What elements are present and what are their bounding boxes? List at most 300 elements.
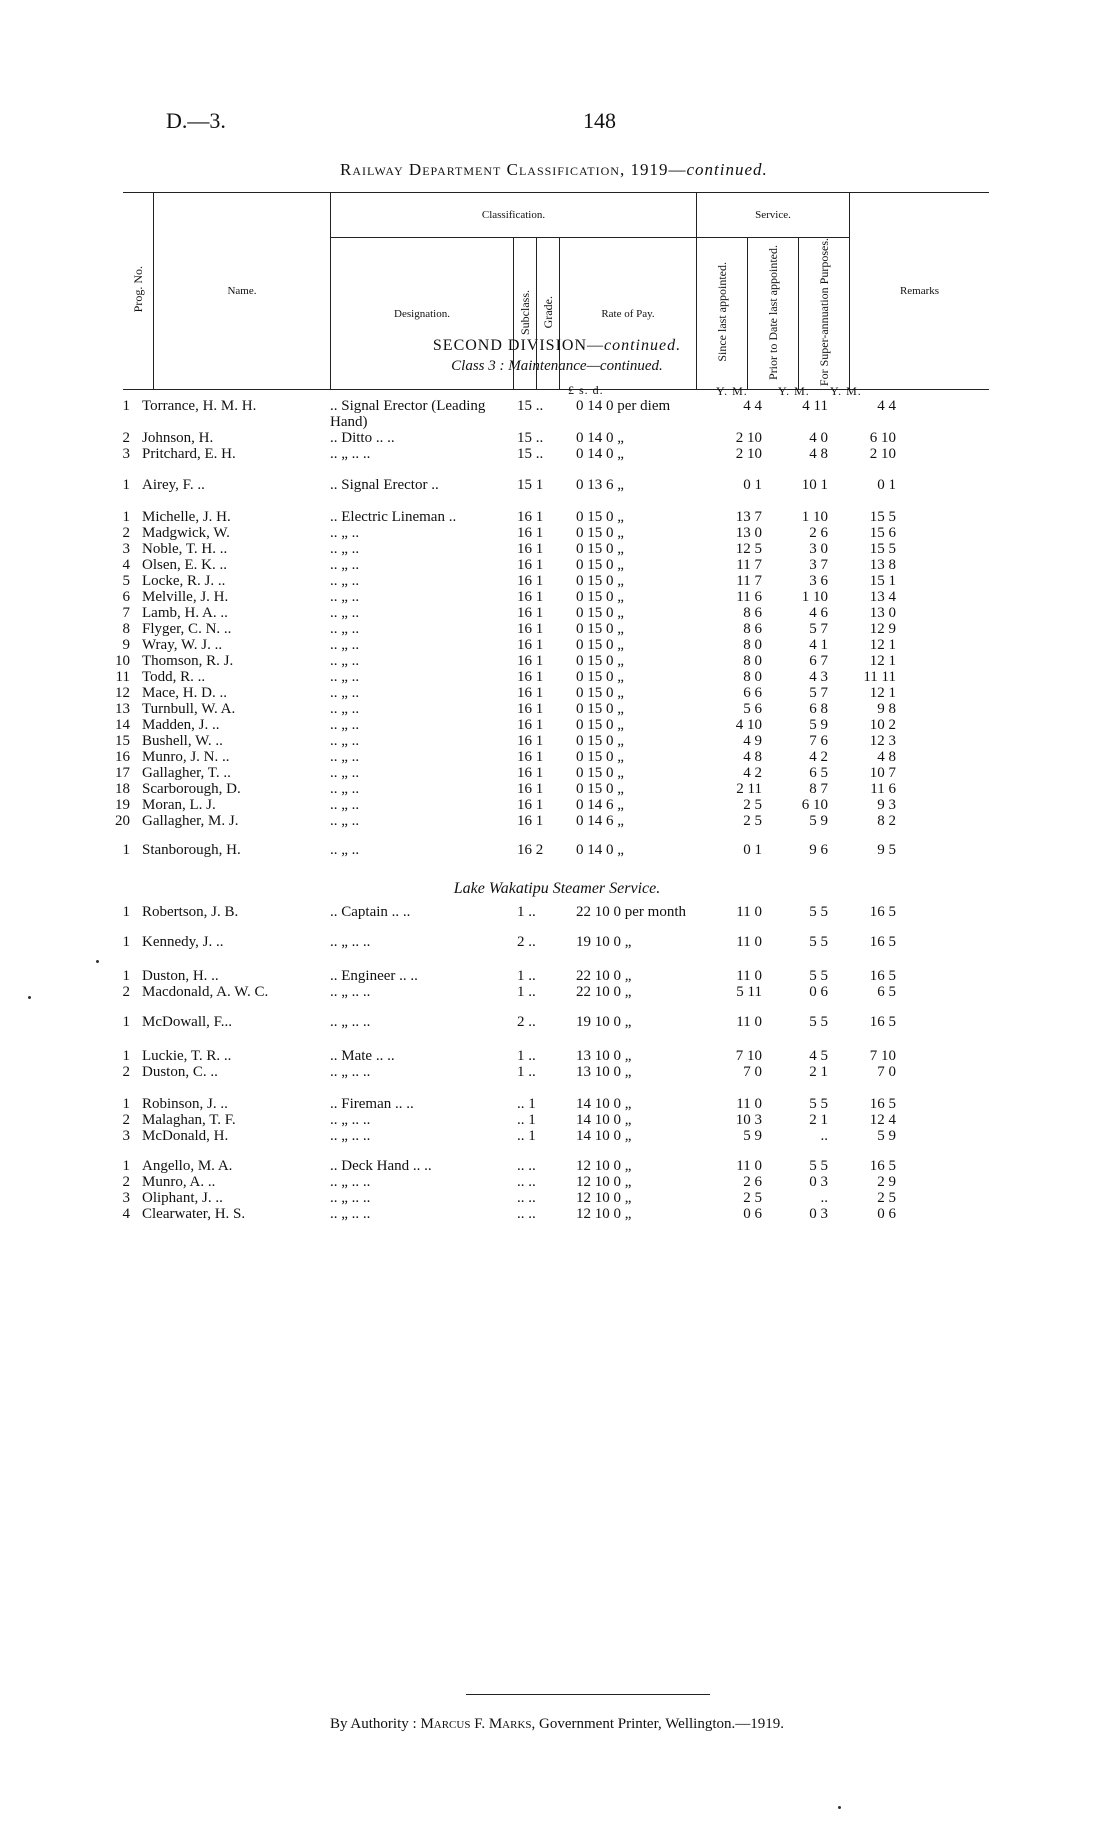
header-remarks: Remarks bbox=[850, 193, 990, 390]
table-row bbox=[0, 797, 1114, 814]
cell-no: 1 bbox=[122, 477, 130, 493]
cell-sub: 16 1 bbox=[517, 541, 544, 557]
cell-desig: .. Signal Erector .. bbox=[330, 477, 439, 493]
cell-sub: 1 .. bbox=[517, 1048, 536, 1064]
cell-no: 17 bbox=[115, 765, 130, 781]
cell-s1: 11 7 bbox=[736, 557, 762, 573]
cell-desig: .. Engineer .. .. bbox=[330, 968, 418, 984]
cell-s3: 5 9 bbox=[877, 1128, 896, 1144]
cell-pay: 14 10 0 „ bbox=[576, 1128, 632, 1144]
cell-s2: 4 0 bbox=[809, 430, 828, 446]
table-row bbox=[0, 637, 1114, 654]
cell-no: 2 bbox=[122, 525, 130, 541]
cell-no: 7 bbox=[122, 605, 130, 621]
cell-no: 1 bbox=[122, 842, 130, 858]
cell-pay: 12 10 0 „ bbox=[576, 1174, 632, 1190]
cell-pay: 0 15 0 „ bbox=[576, 589, 624, 605]
cell-name: Munro, J. N. .. bbox=[142, 749, 230, 765]
cell-no: 10 bbox=[115, 653, 130, 669]
cell-desig: .. „ .. bbox=[330, 573, 360, 589]
cell-pay: 14 10 0 „ bbox=[576, 1112, 632, 1128]
cell-s2: 2 6 bbox=[809, 525, 828, 541]
header-since-last: Since last appointed. bbox=[697, 238, 748, 390]
section-title-steamer: Lake Wakatipu Steamer Service. bbox=[453, 880, 661, 897]
cell-s3: 6 10 bbox=[869, 430, 896, 446]
cell-desig: Hand) bbox=[330, 414, 368, 430]
cell-sub: 15 .. bbox=[517, 446, 544, 462]
cell-desig: .. „ .. bbox=[330, 685, 360, 701]
table-row bbox=[0, 1014, 1114, 1031]
cell-s3: 10 2 bbox=[869, 717, 896, 733]
cell-no: 2 bbox=[122, 984, 130, 1000]
cell-no: 1 bbox=[122, 1096, 130, 1112]
cell-s2: .. bbox=[820, 1128, 828, 1144]
cell-s1: 4 8 bbox=[743, 749, 762, 765]
cell-s1: 5 6 bbox=[743, 701, 762, 717]
cell-s3: 2 5 bbox=[877, 1190, 896, 1206]
cell-name: Duston, C. .. bbox=[142, 1064, 218, 1080]
unit-super: Y. M. bbox=[830, 384, 862, 398]
cell-pay: 0 14 6 „ bbox=[576, 813, 624, 829]
cell-sub: .. .. bbox=[517, 1174, 536, 1190]
cell-name: McDowall, F... bbox=[142, 1014, 233, 1030]
cell-pay: 22 10 0 per month bbox=[576, 904, 686, 920]
cell-no: 3 bbox=[122, 1128, 130, 1144]
cell-pay: 0 15 0 „ bbox=[576, 669, 624, 685]
cell-s2: 9 6 bbox=[809, 842, 828, 858]
cell-no: 18 bbox=[115, 781, 130, 797]
cell-no: 9 bbox=[122, 637, 130, 653]
cell-s1: 11 0 bbox=[736, 904, 762, 920]
cell-s2: 4 3 bbox=[809, 669, 828, 685]
cell-name: Munro, A. .. bbox=[142, 1174, 216, 1190]
cell-s3: 16 5 bbox=[869, 934, 896, 950]
cell-name: Turnbull, W. A. bbox=[142, 701, 236, 717]
cell-s2: 3 0 bbox=[809, 541, 828, 557]
cell-sub: .. 1 bbox=[517, 1096, 536, 1112]
cell-sub: 16 1 bbox=[517, 557, 544, 573]
cell-pay: 0 15 0 „ bbox=[576, 733, 624, 749]
cell-s2: 5 5 bbox=[809, 1014, 828, 1030]
cell-s2: 4 6 bbox=[809, 605, 828, 621]
table-row bbox=[0, 1206, 1114, 1223]
cell-pay: 0 13 6 „ bbox=[576, 477, 624, 493]
cell-sub: 16 1 bbox=[517, 653, 544, 669]
cell-desig: .. „ .. .. bbox=[330, 1014, 371, 1030]
header-rate-of-pay: Rate of Pay. bbox=[560, 238, 697, 390]
table-row bbox=[0, 1174, 1114, 1191]
cell-s2: 5 9 bbox=[809, 813, 828, 829]
cell-no: 3 bbox=[122, 541, 130, 557]
cell-s3: 12 3 bbox=[869, 733, 896, 749]
cell-s2: 5 5 bbox=[809, 968, 828, 984]
cell-s3: 13 0 bbox=[869, 605, 896, 621]
cell-no: 1 bbox=[122, 509, 130, 525]
cell-pay: 0 14 6 „ bbox=[576, 797, 624, 813]
cell-no: 8 bbox=[122, 621, 130, 637]
cell-desig: .. „ .. bbox=[330, 717, 360, 733]
cell-s3: 11 11 bbox=[863, 669, 896, 685]
cell-name: Flyger, C. N. .. bbox=[142, 621, 232, 637]
cell-sub: .. .. bbox=[517, 1206, 536, 1222]
header-superannuation: For Super-annuation Purposes. bbox=[799, 238, 850, 390]
header-subclass: Subclass. bbox=[514, 238, 537, 390]
table-row bbox=[0, 1158, 1114, 1175]
cell-sub: .. 1 bbox=[517, 1112, 536, 1128]
header-classification: Classification. bbox=[331, 193, 697, 238]
cell-s2: 1 10 bbox=[801, 589, 828, 605]
table-row bbox=[0, 934, 1114, 951]
cell-desig: .. „ .. bbox=[330, 701, 360, 717]
cell-s1: 8 0 bbox=[743, 669, 762, 685]
cell-pay: 0 15 0 „ bbox=[576, 621, 624, 637]
cell-desig: .. Captain .. .. bbox=[330, 904, 411, 920]
table-row bbox=[0, 1190, 1114, 1207]
cell-s1: 13 0 bbox=[735, 525, 762, 541]
cell-s3: 4 8 bbox=[877, 749, 896, 765]
cell-s1: 6 6 bbox=[743, 685, 762, 701]
table-row bbox=[0, 984, 1114, 1001]
cell-desig: .. „ .. bbox=[330, 797, 360, 813]
cell-desig: .. Fireman .. .. bbox=[330, 1096, 414, 1112]
cell-sub: 15 1 bbox=[517, 477, 544, 493]
cell-pay: 13 10 0 „ bbox=[576, 1048, 632, 1064]
table-row bbox=[0, 813, 1114, 830]
cell-s3: 9 3 bbox=[877, 797, 896, 813]
cell-pay: 0 14 0 per diem bbox=[576, 398, 671, 414]
page-title: Railway Department Classification, 1919—continued. bbox=[340, 160, 768, 179]
cell-s2: 7 6 bbox=[809, 733, 828, 749]
cell-pay: 22 10 0 „ bbox=[576, 984, 632, 1000]
cell-desig: .. „ .. .. bbox=[330, 1190, 371, 1206]
cell-s2: 3 6 bbox=[809, 573, 828, 589]
cell-s2: 6 7 bbox=[809, 653, 828, 669]
cell-sub: .. .. bbox=[517, 1190, 536, 1206]
table-row bbox=[0, 573, 1114, 590]
table-row bbox=[0, 701, 1114, 718]
cell-s3: 16 5 bbox=[869, 904, 896, 920]
table-row bbox=[0, 1112, 1114, 1129]
cell-s2: 5 5 bbox=[809, 904, 828, 920]
cell-s2: 3 7 bbox=[809, 557, 828, 573]
cell-name: Thomson, R. J. bbox=[142, 653, 234, 669]
cell-s3: 9 8 bbox=[877, 701, 896, 717]
cell-name: Michelle, J. H. bbox=[142, 509, 231, 525]
cell-s1: 4 2 bbox=[743, 765, 762, 781]
cell-sub: 1 .. bbox=[517, 1064, 536, 1080]
cell-pay: 12 10 0 „ bbox=[576, 1158, 632, 1174]
cell-s3: 12 1 bbox=[869, 637, 896, 653]
table-row bbox=[0, 621, 1114, 638]
cell-s3: 7 0 bbox=[877, 1064, 896, 1080]
cell-pay: 0 14 0 „ bbox=[576, 430, 624, 446]
cell-desig: .. „ .. bbox=[330, 813, 360, 829]
cell-s1: 12 5 bbox=[735, 541, 762, 557]
cell-name: Scarborough, D. bbox=[142, 781, 241, 797]
cell-sub: 16 1 bbox=[517, 749, 544, 765]
cell-pay: 0 15 0 „ bbox=[576, 557, 624, 573]
cell-desig: .. „ .. bbox=[330, 765, 360, 781]
cell-s1: 11 0 bbox=[736, 934, 762, 950]
cell-sub: 1 .. bbox=[517, 984, 536, 1000]
table-row bbox=[0, 589, 1114, 606]
table-row bbox=[0, 968, 1114, 985]
cell-no: 11 bbox=[115, 669, 130, 685]
cell-s1: 2 10 bbox=[735, 446, 762, 462]
cell-name: Duston, H. .. bbox=[142, 968, 219, 984]
cell-name: Robinson, J. .. bbox=[142, 1096, 228, 1112]
cell-name: Stanborough, H. bbox=[142, 842, 241, 858]
cell-s1: 10 3 bbox=[735, 1112, 762, 1128]
table-row bbox=[0, 733, 1114, 750]
cell-s3: 0 6 bbox=[877, 1206, 896, 1222]
cell-s2: 4 8 bbox=[809, 446, 828, 462]
cell-name: Johnson, H. bbox=[142, 430, 214, 446]
cell-sub: 16 1 bbox=[517, 573, 544, 589]
header-name: Name. bbox=[154, 193, 331, 390]
cell-s1: 2 10 bbox=[735, 430, 762, 446]
table-row bbox=[0, 477, 1114, 494]
table-row bbox=[0, 842, 1114, 859]
cell-name: Airey, F. .. bbox=[142, 477, 205, 493]
cell-sub: 16 1 bbox=[517, 781, 544, 797]
cell-sub: 16 1 bbox=[517, 813, 544, 829]
cell-s3: 6 5 bbox=[877, 984, 896, 1000]
cell-pay: 0 15 0 „ bbox=[576, 749, 624, 765]
header-service: Service. bbox=[697, 193, 850, 238]
cell-s2: 4 1 bbox=[809, 637, 828, 653]
table-row bbox=[0, 1096, 1114, 1113]
cell-s1: 5 9 bbox=[743, 1128, 762, 1144]
cell-sub: .. .. bbox=[517, 1158, 536, 1174]
cell-name: Macdonald, A. W. C. bbox=[142, 984, 269, 1000]
cell-desig: .. „ .. bbox=[330, 669, 360, 685]
table-row bbox=[0, 414, 1114, 431]
cell-sub: 16 1 bbox=[517, 669, 544, 685]
cell-sub: .. 1 bbox=[517, 1128, 536, 1144]
cell-name: Bushell, W. .. bbox=[142, 733, 223, 749]
table-row bbox=[0, 541, 1114, 558]
cell-pay: 0 15 0 „ bbox=[576, 573, 624, 589]
cell-desig: .. Mate .. .. bbox=[330, 1048, 395, 1064]
cell-desig: .. „ .. bbox=[330, 557, 360, 573]
cell-s1: 4 4 bbox=[743, 398, 762, 414]
cell-pay: 0 15 0 „ bbox=[576, 509, 624, 525]
cell-s3: 2 9 bbox=[877, 1174, 896, 1190]
cell-name: Wray, W. J. .. bbox=[142, 637, 223, 653]
cell-s2: 0 3 bbox=[809, 1174, 828, 1190]
cell-s2: 2 1 bbox=[809, 1112, 828, 1128]
table-row bbox=[0, 749, 1114, 766]
cell-s2: 5 9 bbox=[809, 717, 828, 733]
cell-name: Luckie, T. R. .. bbox=[142, 1048, 232, 1064]
cell-pay: 0 15 0 „ bbox=[576, 685, 624, 701]
unit-pay: £ s. d. bbox=[568, 383, 604, 397]
cell-sub: 15 .. bbox=[517, 430, 544, 446]
table-row bbox=[0, 904, 1114, 921]
cell-no: 2 bbox=[122, 1064, 130, 1080]
table-row bbox=[0, 669, 1114, 686]
cell-desig: .. „ .. bbox=[330, 749, 360, 765]
cell-s2: 5 7 bbox=[809, 621, 828, 637]
cell-s1: 0 1 bbox=[743, 842, 762, 858]
cell-desig: .. „ .. .. bbox=[330, 1064, 371, 1080]
cell-sub: 16 1 bbox=[517, 637, 544, 653]
cell-s3: 9 5 bbox=[877, 842, 896, 858]
cell-sub: 16 1 bbox=[517, 621, 544, 637]
cell-sub: 16 1 bbox=[517, 589, 544, 605]
cell-s3: 12 1 bbox=[869, 685, 896, 701]
cell-name: McDonald, H. bbox=[142, 1128, 229, 1144]
cell-s3: 16 5 bbox=[869, 1014, 896, 1030]
cell-sub: 16 1 bbox=[517, 733, 544, 749]
scan-speck bbox=[96, 960, 99, 963]
cell-desig: .. „ .. .. bbox=[330, 1112, 371, 1128]
cell-s2: 4 11 bbox=[802, 398, 828, 414]
cell-s1: 2 5 bbox=[743, 1190, 762, 1206]
cell-pay: 0 15 0 „ bbox=[576, 701, 624, 717]
cell-pay: 0 15 0 „ bbox=[576, 781, 624, 797]
cell-s2: 8 7 bbox=[809, 781, 828, 797]
cell-no: 16 bbox=[115, 749, 130, 765]
cell-no: 15 bbox=[115, 733, 130, 749]
cell-name: Kennedy, J. .. bbox=[142, 934, 224, 950]
cell-no: 12 bbox=[115, 685, 130, 701]
cell-desig: .. „ .. bbox=[330, 525, 360, 541]
cell-no: 2 bbox=[122, 1174, 130, 1190]
cell-no: 1 bbox=[122, 1048, 130, 1064]
cell-name: Malaghan, T. F. bbox=[142, 1112, 236, 1128]
cell-s1: 0 1 bbox=[743, 477, 762, 493]
cell-name: Oliphant, J. .. bbox=[142, 1190, 223, 1206]
cell-s2: 0 6 bbox=[809, 984, 828, 1000]
header-grade: Grade. bbox=[537, 238, 560, 390]
cell-no: 1 bbox=[122, 968, 130, 984]
table-row bbox=[0, 1048, 1114, 1065]
table-row bbox=[0, 557, 1114, 574]
cell-name: Madden, J. .. bbox=[142, 717, 220, 733]
cell-name: Noble, T. H. .. bbox=[142, 541, 228, 557]
cell-desig: .. „ .. bbox=[330, 733, 360, 749]
cell-no: 6 bbox=[122, 589, 130, 605]
cell-sub: 16 1 bbox=[517, 717, 544, 733]
table-row bbox=[0, 509, 1114, 526]
cell-desig: .. „ .. bbox=[330, 589, 360, 605]
cell-sub: 16 1 bbox=[517, 701, 544, 717]
cell-no: 14 bbox=[115, 717, 130, 733]
cell-desig: .. „ .. bbox=[330, 842, 360, 858]
cell-desig: .. „ .. .. bbox=[330, 984, 371, 1000]
cell-s3: 2 10 bbox=[869, 446, 896, 462]
cell-s2: .. bbox=[820, 1190, 828, 1206]
cell-desig: .. „ .. .. bbox=[330, 446, 371, 462]
cell-pay: 0 14 0 „ bbox=[576, 842, 624, 858]
cell-sub: 1 .. bbox=[517, 968, 536, 984]
cell-desig: .. Signal Erector (Leading bbox=[330, 398, 486, 414]
cell-no: 2 bbox=[122, 430, 130, 446]
cell-name: Todd, R. .. bbox=[142, 669, 206, 685]
cell-pay: 0 14 0 „ bbox=[576, 446, 624, 462]
cell-pay: 13 10 0 „ bbox=[576, 1064, 632, 1080]
cell-name: Lamb, H. A. .. bbox=[142, 605, 228, 621]
cell-name: Mace, H. D. .. bbox=[142, 685, 227, 701]
cell-name: Locke, R. J. .. bbox=[142, 573, 226, 589]
cell-sub: 16 1 bbox=[517, 509, 544, 525]
cell-name: Torrance, H. M. H. bbox=[142, 398, 257, 414]
cell-no: 3 bbox=[122, 1190, 130, 1206]
cell-s2: 5 7 bbox=[809, 685, 828, 701]
cell-desig: .. „ .. bbox=[330, 541, 360, 557]
table-row bbox=[0, 781, 1114, 798]
cell-desig: .. „ .. bbox=[330, 781, 360, 797]
cell-desig: .. „ .. bbox=[330, 621, 360, 637]
cell-s1: 7 0 bbox=[743, 1064, 762, 1080]
cell-name: Moran, L. J. bbox=[142, 797, 216, 813]
cell-s3: 15 6 bbox=[869, 525, 896, 541]
cell-name: Madgwick, W. bbox=[142, 525, 230, 541]
table-row bbox=[0, 605, 1114, 622]
cell-s3: 12 9 bbox=[869, 621, 896, 637]
cell-sub: 16 1 bbox=[517, 797, 544, 813]
cell-sub: 2 .. bbox=[517, 1014, 536, 1030]
cell-sub: 2 .. bbox=[517, 934, 536, 950]
cell-no: 19 bbox=[115, 797, 130, 813]
cell-s2: 2 1 bbox=[809, 1064, 828, 1080]
cell-s3: 13 4 bbox=[869, 589, 896, 605]
cell-s3: 11 6 bbox=[870, 781, 896, 797]
table-row bbox=[0, 430, 1114, 447]
cell-s1: 11 0 bbox=[736, 968, 762, 984]
cell-s2: 5 5 bbox=[809, 934, 828, 950]
page-number: 148 bbox=[583, 108, 616, 133]
cell-desig: .. „ .. bbox=[330, 637, 360, 653]
cell-pay: 0 15 0 „ bbox=[576, 765, 624, 781]
cell-s3: 7 10 bbox=[869, 1048, 896, 1064]
cell-pay: 12 10 0 „ bbox=[576, 1206, 632, 1222]
cell-s1: 4 9 bbox=[743, 733, 762, 749]
cell-no: 4 bbox=[122, 557, 130, 573]
cell-s2: 5 5 bbox=[809, 1096, 828, 1112]
cell-sub: 16 1 bbox=[517, 525, 544, 541]
cell-desig: .. Electric Lineman .. bbox=[330, 509, 457, 525]
cell-pay: 14 10 0 „ bbox=[576, 1096, 632, 1112]
cell-s3: 4 4 bbox=[877, 398, 896, 414]
scan-speck bbox=[838, 1806, 841, 1809]
cell-s3: 15 5 bbox=[869, 541, 896, 557]
cell-s1: 5 11 bbox=[736, 984, 762, 1000]
cell-s3: 16 5 bbox=[869, 968, 896, 984]
cell-name: Pritchard, E. H. bbox=[142, 446, 236, 462]
table-row bbox=[0, 685, 1114, 702]
cell-sub: 1 .. bbox=[517, 904, 536, 920]
cell-s1: 8 0 bbox=[743, 637, 762, 653]
cell-sub: 16 2 bbox=[517, 842, 544, 858]
cell-desig: .. „ .. .. bbox=[330, 1128, 371, 1144]
cell-s2: 4 2 bbox=[809, 749, 828, 765]
cell-s1: 11 0 bbox=[736, 1096, 762, 1112]
cell-desig: .. Ditto .. .. bbox=[330, 430, 395, 446]
cell-s3: 15 1 bbox=[869, 573, 896, 589]
table-row bbox=[0, 525, 1114, 542]
cell-no: 1 bbox=[122, 904, 130, 920]
cell-pay: 0 15 0 „ bbox=[576, 541, 624, 557]
cell-pay: 0 15 0 „ bbox=[576, 653, 624, 669]
cell-name: Gallagher, M. J. bbox=[142, 813, 239, 829]
document-reference: D.—3. bbox=[166, 108, 226, 133]
cell-s2: 10 1 bbox=[801, 477, 828, 493]
cell-s1: 11 6 bbox=[736, 589, 762, 605]
cell-s3: 0 1 bbox=[877, 477, 896, 493]
